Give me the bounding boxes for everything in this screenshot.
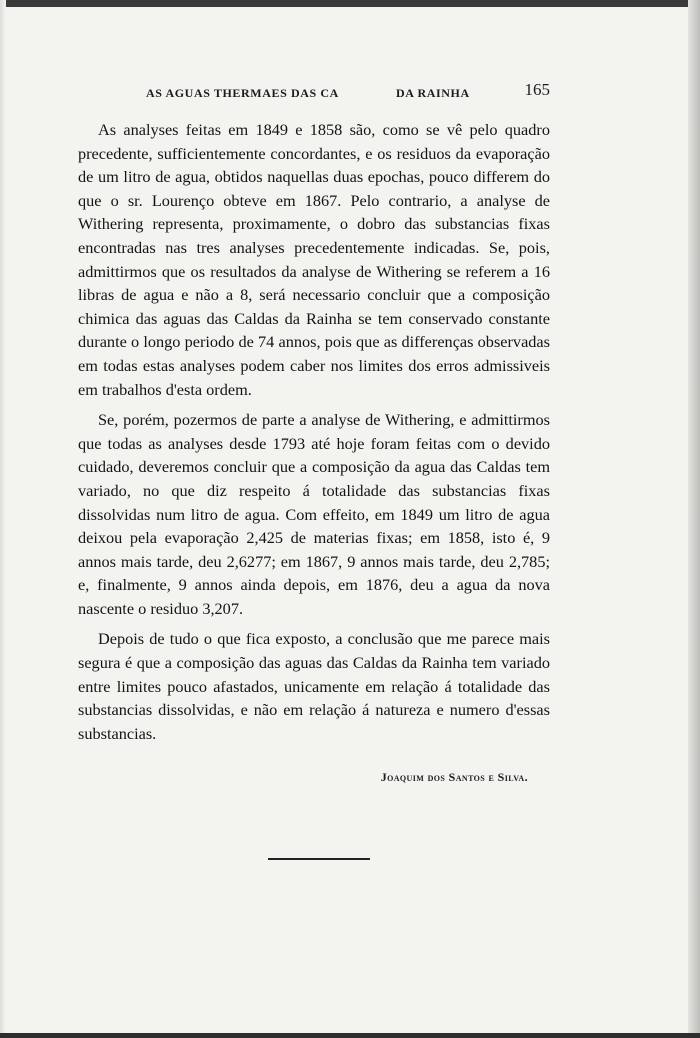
section-rule <box>268 858 370 860</box>
author-signature: Joaquim dos Santos e Silva. <box>380 770 528 784</box>
paragraph-3: Depois de tudo o que fica exposto, a conclusão que me parece mais segura é que a composição das aguas das Caldas da Rainha tem variado entre limites pouco afastados, unicamente em relação á totalidade das substancias dissolvidas, e não em relação á natureza e numero d'essas substancias. <box>78 629 550 743</box>
running-head-right: DA RAINHA <box>396 86 470 100</box>
page-bottom-edge <box>0 1033 700 1038</box>
page-gutter-shade <box>0 0 6 1038</box>
running-head-left: AS AGUAS THERMAES DAS CA <box>146 86 339 100</box>
page-top-edge <box>0 0 700 7</box>
paragraph-1: As analyses feitas em 1849 e 1858 são, como se vê pelo quadro precedente, sufficientemente concordantes, e os residuos da evaporação de um litro de agua, obtidos naquellas duas epochas, pouco differem do que o sr. Lourenço obteve em 1867. Pelo contrario, a analyse de Withering representa, proximamente, o dobro das substancias fixas encontradas nas tres analyses precedentemente indicadas. Se, pois, admittirmos que os resultados da analyse de Withering se referem a 16 libras de agua e não a 8, será necessario concluir que a composição chimica das aguas das Caldas da Rainha se tem conservado constante durante o longo periodo de 74 annos, pois que as differenças observadas em todas estas analyses podem caber nos limites dos erros admissiveis em trabalhos d'esta ordem. <box>78 120 550 399</box>
body-text <box>78 118 550 752</box>
page-number: 165 <box>524 80 550 99</box>
page-right-edge <box>688 0 700 1038</box>
bleed-through-text <box>250 780 254 797</box>
running-header <box>146 80 550 106</box>
paragraph-2: Se, porém, pozermos de parte a analyse de Withering, e admittirmos que todas as analyses desde 1793 até hoje foram feitas com o devido cuidado, deveremos concluir que a composição da agua das Caldas tem variado, no que diz respeito á totalidade das substancias fixas dissolvidas num litro de agua. Com effeito, em 1849 um litro de agua deixou pela evaporação 2,425 de materias fixas; em 1858, isto é, 9 annos mais tarde, deu 2,6277; em 1867, 9 annos mais tarde, deu 2,785; e, finalmente, 9 annos ainda depois, em 1876, deu a agua da nova nascente o residuo 3,207. <box>78 410 550 618</box>
